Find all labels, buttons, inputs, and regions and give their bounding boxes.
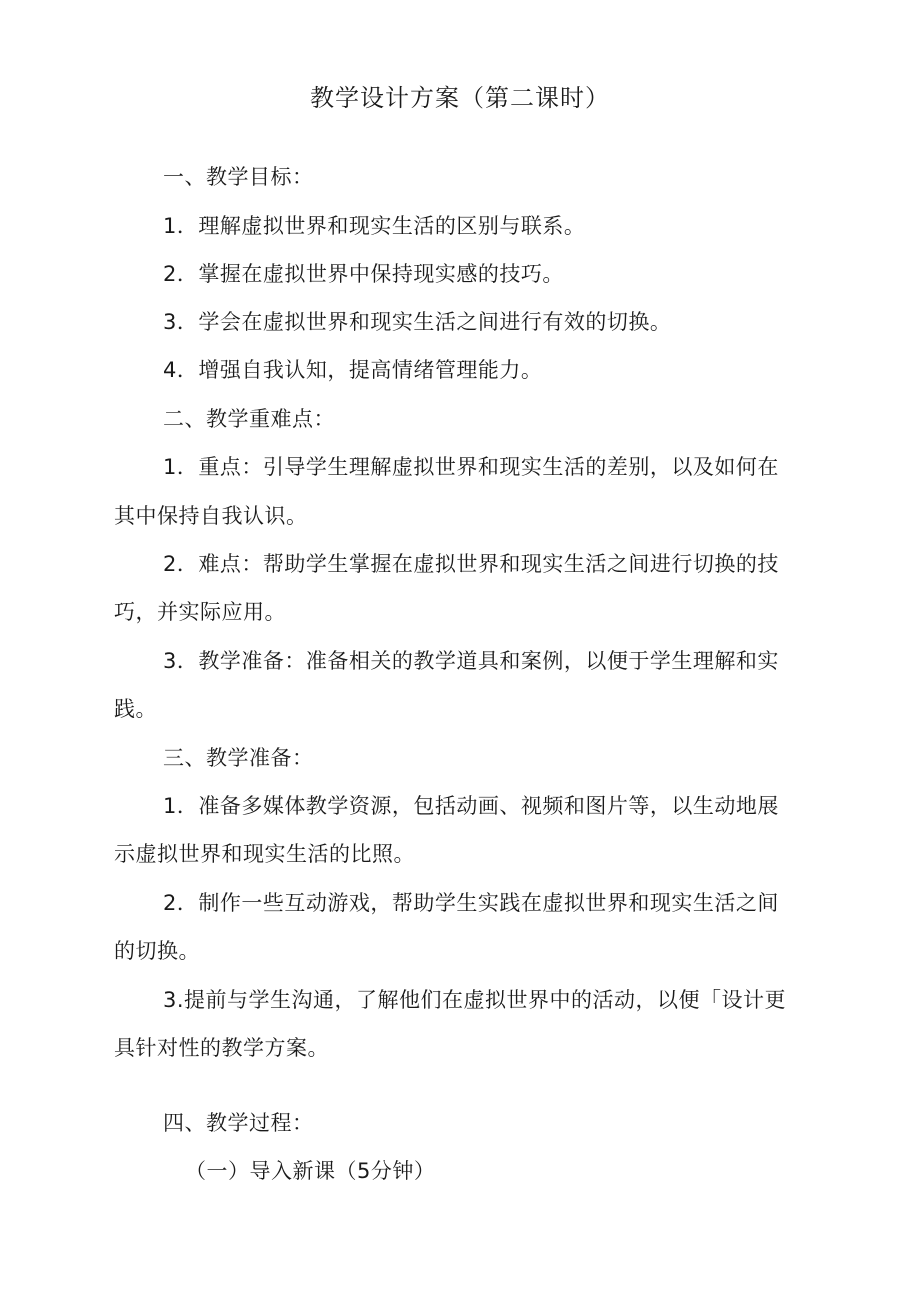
preparation-3-line-1: 3.提前与学生沟通，了解他们在虚拟世界中的活动，以便「设计更: [163, 988, 787, 1012]
process-subheading-intro: （一）导入新课（5分钟）: [185, 1159, 436, 1183]
preparation-1-line-1: 1．准备多媒体教学资源，包括动画、视频和图片等，以生动地展: [163, 794, 779, 818]
key-point-3-line-1: 3．教学准备：准备相关的教学道具和案例，以便于学生理解和实: [163, 649, 779, 673]
preparation-3-line-2: 具针对性的教学方案。: [114, 1036, 329, 1060]
key-point-1-line-2: 其中保持自我认识。: [114, 504, 308, 528]
section-heading-key-points: 二、教学重难点：: [163, 407, 335, 431]
key-point-1-line-1: 1．重点：引导学生理解虚拟世界和现实生活的差别，以及如何在: [163, 455, 779, 479]
objective-item-4: 4．增强自我认知，提高情绪管理能力。: [163, 358, 543, 382]
objective-item-1: 1．理解虚拟世界和现实生活的区别与联系。: [163, 214, 586, 238]
key-point-3-line-2: 践。: [114, 697, 157, 721]
preparation-2-line-1: 2．制作一些互动游戏，帮助学生实践在虚拟世界和现实生活之间: [163, 891, 779, 915]
section-heading-objectives: 一、教学目标：: [163, 165, 314, 189]
objective-item-2: 2．掌握在虚拟世界中保持现实感的技巧。: [163, 262, 564, 286]
objective-item-3: 3．学会在虚拟世界和现实生活之间进行有效的切换。: [163, 310, 672, 334]
key-point-2-line-2: 巧，并实际应用。: [114, 600, 286, 624]
preparation-2-line-2: 的切换。: [114, 939, 200, 963]
section-heading-process: 四、教学过程：: [163, 1111, 314, 1135]
key-point-2-line-1: 2．难点：帮助学生掌握在虚拟世界和现实生活之间进行切换的技: [163, 552, 779, 576]
section-heading-preparation: 三、教学准备：: [163, 746, 314, 770]
document-title: 教学设计方案（第二课时）: [310, 84, 610, 112]
preparation-1-line-2: 示虚拟世界和现实生活的比照。: [114, 842, 415, 866]
